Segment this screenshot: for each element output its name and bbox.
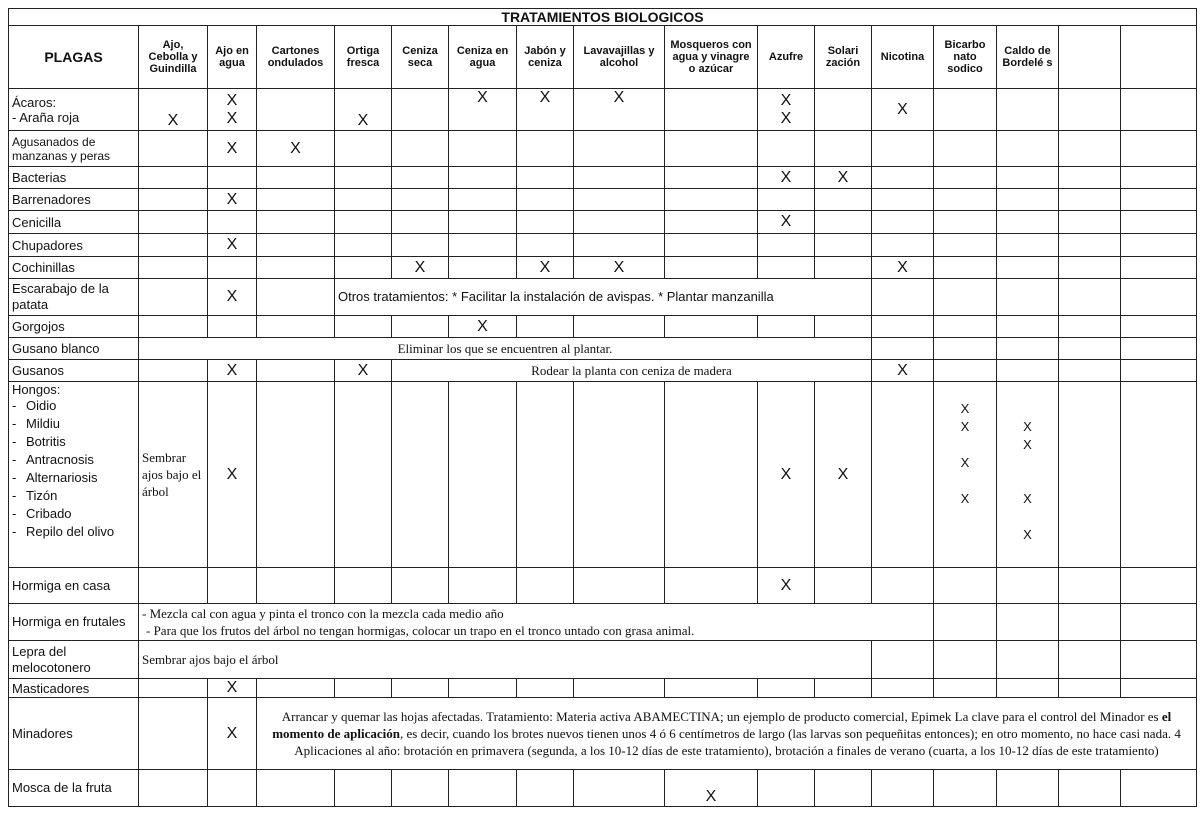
hormiga-frutales-note (139, 604, 934, 641)
pest-name: Bacterias (9, 167, 139, 189)
mark: X (226, 91, 238, 109)
pest-name: Cenicilla (9, 211, 139, 234)
mark: X (414, 258, 426, 276)
header-empty-1 (1059, 26, 1121, 89)
table-row (9, 279, 1197, 316)
list-item: - Alternariosis (12, 469, 135, 487)
empty-cell (815, 89, 872, 131)
list-item: - Repilo del olivo (12, 523, 135, 541)
mark-cell (758, 89, 815, 131)
note-text: , es decir, cuando los brotes nuevos tienen unos 4 ó 6 centímetros de largo (las larvas son pequeñitas entonces); en otro momento, no hace casi nada. 4 Aplicaciones al año: brotación en primavera (segunda, a los 10-12 días de este tratamiento), brotación a finales de verano (cuarta, a los 10-12 días de este tratamiento) (294, 726, 1181, 758)
table-row (9, 257, 1197, 279)
mark: X (613, 89, 625, 106)
table-row (9, 679, 1197, 698)
header-jabon: Jabón y ceniza (517, 26, 574, 89)
mark: X (357, 112, 369, 129)
mark: X (837, 465, 849, 483)
mark: X (226, 724, 238, 742)
mark: X (837, 168, 849, 186)
table-title: TRATAMIENTOS BIOLOGICOS (9, 9, 1197, 26)
table-row (9, 131, 1197, 167)
mark: X (226, 465, 238, 483)
mark: X (780, 576, 792, 594)
header-nicotina: Nicotina (872, 26, 934, 89)
table-row (9, 167, 1197, 189)
header-lavavajillas: Lavavajillas y alcohol (574, 26, 665, 89)
mark-cell (758, 568, 815, 604)
mark: X (960, 455, 970, 470)
escarabajo-note: Otros tratamientos: * Facilitar la instalación de avispas. * Plantar manzanilla (335, 279, 872, 316)
mark-cell (208, 89, 257, 131)
pest-cell (9, 89, 139, 131)
header-solarizacion: Solari zación (815, 26, 872, 89)
header-empty-2 (1121, 26, 1197, 89)
note-line: - Mezcla cal con agua y pinta el tronco con la mezcla cada medio año (142, 606, 504, 621)
mark: X (613, 258, 625, 276)
gusanos-note: Rodear la planta con ceniza de madera (392, 360, 872, 382)
list-item: - Botritis (12, 433, 135, 451)
pest-name: Gusanos (9, 360, 139, 382)
hongos-note: Sembrar ajos bajo el árbol (139, 382, 208, 568)
header-plagas: PLAGAS (9, 26, 139, 89)
table-row (9, 770, 1197, 807)
mark: X (226, 679, 238, 696)
mark-cell (758, 211, 815, 234)
mark: X (780, 213, 792, 230)
mark-cell (517, 89, 574, 131)
mark: X (357, 361, 369, 379)
mark-cell (574, 257, 665, 279)
mark-cell (665, 770, 758, 807)
empty-cell (257, 89, 335, 131)
pest-name: Minadores (9, 698, 139, 770)
mark: X (780, 109, 792, 127)
minadores-note (257, 698, 1197, 770)
mark-cell (815, 382, 872, 568)
table-row (9, 382, 1197, 568)
pest-name: Hongos: (12, 382, 61, 397)
mark-cell (517, 257, 574, 279)
mark: X (226, 109, 238, 127)
mark: X (1023, 437, 1032, 452)
header-ajo-agua: Ajo en agua (208, 26, 257, 89)
pest-name: Hormiga en frutales (9, 604, 139, 641)
mark: X (705, 788, 717, 805)
pest-name: Chupadores (9, 234, 139, 257)
mark-cell (449, 89, 517, 131)
pest-name: Agusanados de manzanas y peras (9, 131, 139, 167)
mark-cell (208, 189, 257, 211)
list-item: - Oidio (12, 397, 135, 415)
mark-cell (872, 89, 934, 131)
mark-cell (208, 360, 257, 382)
list-item: - Mildiu (12, 415, 135, 433)
mark-cell (574, 89, 665, 131)
mark-cell (872, 360, 934, 382)
mark-cell (872, 257, 934, 279)
header-ceniza-agua: Ceniza en agua (449, 26, 517, 89)
header-ortiga: Ortiga fresca (335, 26, 392, 89)
header-ceniza-seca: Ceniza seca (392, 26, 449, 89)
mark: X (897, 100, 908, 118)
mark-cell (208, 234, 257, 257)
mark-cell (208, 131, 257, 167)
mark: X (226, 361, 238, 379)
fungi-list (12, 397, 135, 541)
pest-name: Gusano blanco (9, 338, 139, 360)
mark: X (539, 258, 551, 276)
mark-cell (208, 679, 257, 698)
mark-cell (392, 257, 449, 279)
mark: X (539, 89, 551, 106)
mark-cell (257, 131, 335, 167)
pest-name: Mosca de la fruta (9, 770, 139, 807)
mark-cell (208, 279, 257, 316)
pest-name: Barrenadores (9, 189, 139, 211)
mark: X (780, 465, 792, 483)
mark: X (780, 91, 792, 109)
caldo-marks (997, 382, 1059, 568)
pest-name: Ácaros: (12, 94, 57, 110)
table-row (9, 189, 1197, 211)
table-row (9, 316, 1197, 338)
table-row (9, 604, 1197, 641)
header-azufre: Azufre (758, 26, 815, 89)
pest-name: Lepra del melocotonero (9, 641, 139, 679)
header-cartones: Cartones ondulados (257, 26, 335, 89)
mark-cell (208, 698, 257, 770)
mark: X (1023, 419, 1032, 434)
header-mosqueros: Mosqueros con agua y vinagre o azúcar (665, 26, 758, 89)
pest-name: Hormiga en casa (9, 568, 139, 604)
table-row (9, 89, 1197, 131)
lepra-note: Sembrar ajos bajo el árbol (139, 641, 872, 679)
table-row (9, 641, 1197, 679)
mark: X (1023, 491, 1032, 506)
mark: X (226, 190, 238, 208)
mark: X (897, 361, 908, 379)
pest-name: - Araña roja (12, 109, 80, 125)
mark: X (960, 419, 970, 434)
gusano-blanco-note: Eliminar los que se encuentren al plantar. (139, 338, 872, 360)
table-row (9, 211, 1197, 234)
mark: X (167, 112, 179, 129)
note-text: Arrancar y quemar las hojas afectadas. Tratamiento: Materia activa ABAMECTINA; un ejemplo de producto comercial, Epimek La clave para el control del Minador es (281, 709, 1162, 724)
pest-cell (9, 382, 139, 568)
bicarbonato-marks (934, 382, 997, 568)
table-row (9, 568, 1197, 604)
mark-cell (758, 167, 815, 189)
mark: X (960, 401, 970, 416)
mark: X (960, 491, 970, 506)
pest-name: Cochinillas (9, 257, 139, 279)
treatments-table (8, 8, 1197, 807)
mark: X (1023, 527, 1032, 542)
mark-cell (335, 360, 392, 382)
header-ajo-cebolla: Ajo, Cebolla y Guindilla (139, 26, 208, 89)
mark: X (226, 236, 238, 253)
header-bicarbonato: Bicarbo nato sodico (934, 26, 997, 89)
mark: X (477, 89, 488, 106)
mark-cell (815, 167, 872, 189)
header-row (9, 26, 1197, 89)
header-caldo: Caldo de Bordelé s (997, 26, 1059, 89)
mark-cell (335, 89, 392, 131)
table-row (9, 338, 1197, 360)
empty-cell (392, 89, 449, 131)
empty-cell (665, 89, 758, 131)
mark-cell (449, 316, 517, 338)
pest-name: Masticadores (9, 679, 139, 698)
mark: X (290, 139, 301, 157)
list-item: - Antracnosis (12, 451, 135, 469)
list-item: - Tizón (12, 487, 135, 505)
mark: X (226, 288, 238, 305)
mark: X (226, 139, 238, 157)
list-item: - Cribado (12, 505, 135, 523)
mark-cell (758, 382, 815, 568)
mark: X (897, 258, 908, 276)
table-row (9, 360, 1197, 382)
mark: X (477, 317, 488, 335)
note-bold: el momento de aplicación (272, 709, 1172, 741)
pest-name: Escarabajo de la patata (9, 279, 139, 316)
table-row (9, 234, 1197, 257)
mark-cell (139, 89, 208, 131)
table-row (9, 698, 1197, 770)
mark-cell (208, 382, 257, 568)
note-line: - Para que los frutos del árbol no tengan hormigas, colocar un trapo en el tronco untado con grasa animal. (146, 623, 695, 638)
mark: X (780, 168, 792, 186)
pest-name: Gorgojos (9, 316, 139, 338)
